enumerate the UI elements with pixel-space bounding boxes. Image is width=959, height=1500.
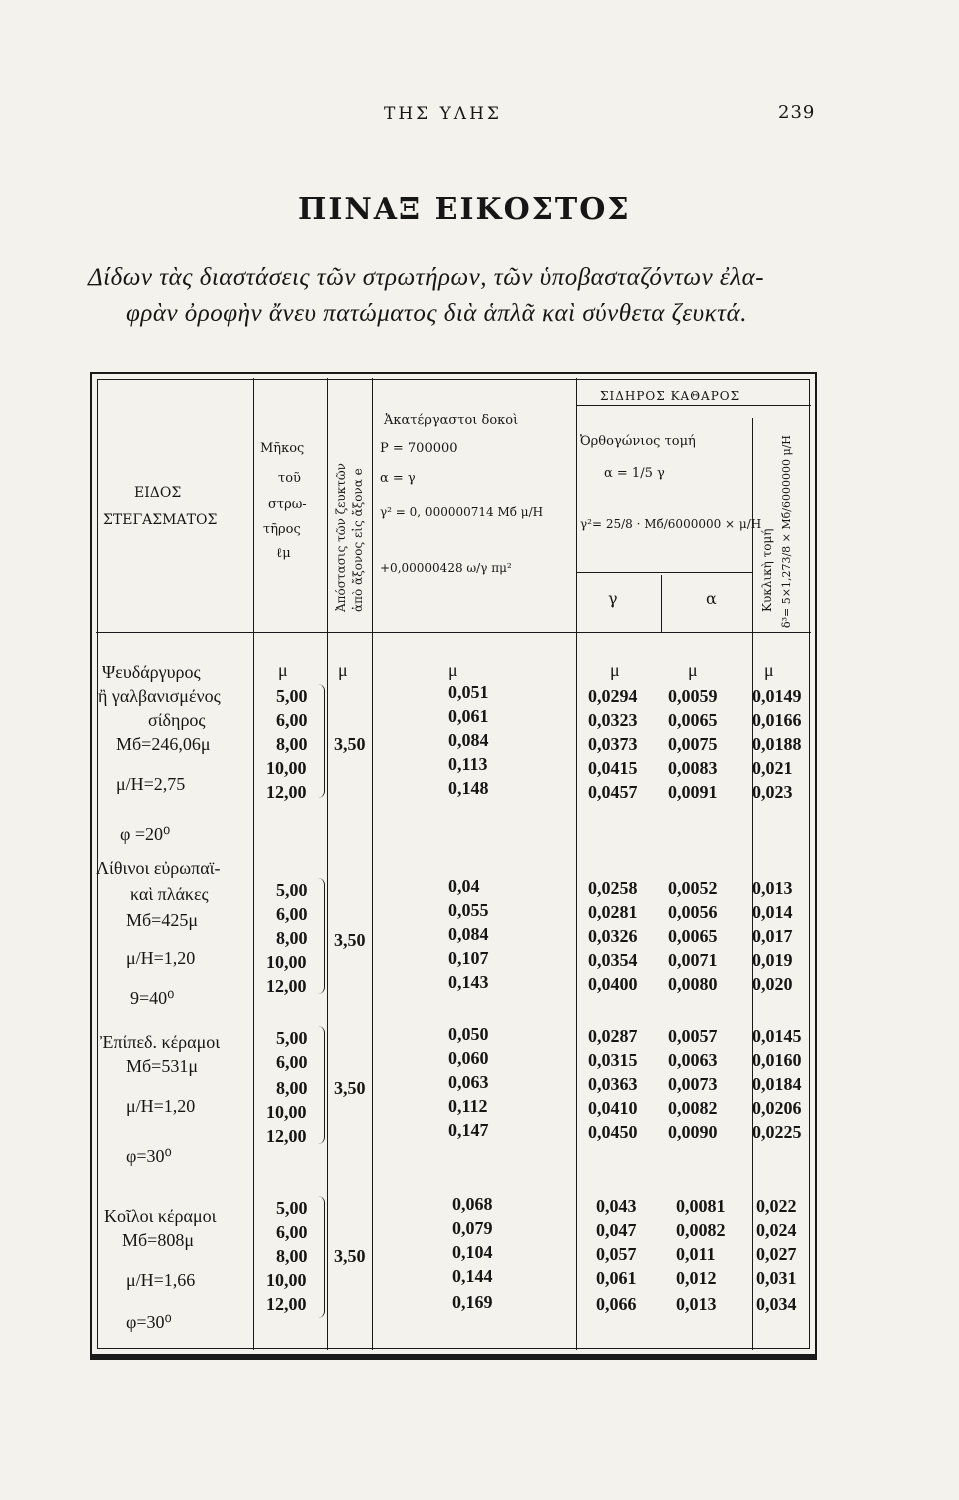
iron-a-value: 0,013 bbox=[676, 1294, 717, 1314]
round-value: 0,0184 bbox=[752, 1074, 802, 1094]
length-value: 8,00 bbox=[276, 1246, 308, 1266]
group-label-line: φ =20⁰ bbox=[120, 824, 171, 844]
group-label-line: 9=40⁰ bbox=[130, 988, 175, 1008]
iron-g-value: 0,0363 bbox=[588, 1074, 638, 1094]
unit-distance: μ bbox=[338, 660, 348, 680]
iron-a-value: 0,0082 bbox=[668, 1098, 718, 1118]
brace bbox=[318, 1026, 325, 1144]
round-value: 0,0149 bbox=[752, 686, 802, 706]
iron-g-value: 0,0373 bbox=[588, 734, 638, 754]
round-value: 0,031 bbox=[756, 1268, 797, 1288]
header-distance-2: ἀπὸ ἄξονος εἰς ἄξονα e bbox=[351, 468, 365, 612]
length-value: 5,00 bbox=[276, 1028, 308, 1048]
iron-title-rule bbox=[576, 405, 811, 406]
iron-a-value: 0,0082 bbox=[676, 1220, 726, 1240]
round-value: 0,027 bbox=[756, 1244, 797, 1264]
iron-g-value: 0,0450 bbox=[588, 1122, 638, 1142]
wood-value: 0,144 bbox=[452, 1266, 493, 1286]
wood-value: 0,084 bbox=[448, 730, 489, 750]
wood-value: 0,147 bbox=[448, 1120, 489, 1140]
round-value: 0,022 bbox=[756, 1196, 797, 1216]
length-value: 8,00 bbox=[276, 734, 308, 754]
iron-a-value: 0,0073 bbox=[668, 1074, 718, 1094]
length-value: 12,00 bbox=[266, 976, 307, 996]
round-value: 0,019 bbox=[752, 950, 793, 970]
header-iron-circle: Κυκλικὴ τομή bbox=[760, 528, 774, 612]
round-value: 0,0188 bbox=[752, 734, 802, 754]
header-distance-1: Ἀπόστασις τῶν ζευκτῶν bbox=[334, 463, 348, 612]
round-value: 0,021 bbox=[752, 758, 793, 778]
header-wood-p: P = 700000 bbox=[380, 441, 458, 456]
group-label-line: Mб=531μ bbox=[126, 1056, 198, 1076]
length-value: 6,00 bbox=[276, 710, 308, 730]
iron-a-value: 0,012 bbox=[676, 1268, 717, 1288]
round-value: 0,034 bbox=[756, 1294, 797, 1314]
iron-a-value: 0,0063 bbox=[668, 1050, 718, 1070]
wood-value: 0,104 bbox=[452, 1242, 493, 1262]
caption-line-1: Δίδων τὰς διαστάσεις τῶν στρωτήρων, τῶν ὑποβασταζόντων ἐλα- bbox=[88, 264, 765, 291]
iron-g-value: 0,0258 bbox=[588, 878, 638, 898]
brace bbox=[318, 1196, 325, 1318]
iron-a-value: 0,0081 bbox=[676, 1196, 726, 1216]
round-value: 0,020 bbox=[752, 974, 793, 994]
length-value: 12,00 bbox=[266, 782, 307, 802]
header-rule bbox=[96, 632, 811, 633]
header-iron-circle-formula: δ³= 5×1,273/8 × Mб/6000000 μ/H bbox=[780, 435, 793, 628]
group-label-line: Mб=425μ bbox=[126, 910, 198, 930]
iron-g-value: 0,0323 bbox=[588, 710, 638, 730]
header-iron-title: ΣΙΔΗΡΟΣ ΚΑΘΑΡΟΣ bbox=[600, 389, 741, 403]
iron-g-value: 0,0294 bbox=[588, 686, 638, 706]
header-wood-g2b: +0,00000428 ω/γ πμ² bbox=[380, 561, 512, 575]
round-value: 0,024 bbox=[756, 1220, 797, 1240]
iron-g-value: 0,0415 bbox=[588, 758, 638, 778]
header-length-3: στρω- bbox=[268, 497, 307, 512]
iron-g-value: 0,0457 bbox=[588, 782, 638, 802]
iron-g-value: 0,043 bbox=[596, 1196, 637, 1216]
wood-value: 0,068 bbox=[452, 1194, 493, 1214]
wood-value: 0,143 bbox=[448, 972, 489, 992]
length-value: 8,00 bbox=[276, 1078, 308, 1098]
header-wood-g2: γ² = 0, 000000714 Mб μ/H bbox=[380, 505, 544, 519]
unit-wood: μ bbox=[448, 660, 458, 680]
iron-a-value: 0,0059 bbox=[668, 686, 718, 706]
group-label-line: καὶ πλάκες bbox=[130, 884, 209, 904]
distance-value: 3,50 bbox=[334, 930, 366, 950]
distance-value: 3,50 bbox=[334, 1246, 366, 1266]
header-wood-a: α = γ bbox=[380, 471, 416, 486]
iron-a-value: 0,0083 bbox=[668, 758, 718, 778]
group-label-line: ἢ γαλβανισμένος bbox=[98, 686, 221, 706]
length-value: 10,00 bbox=[266, 758, 307, 778]
round-value: 0,013 bbox=[752, 878, 793, 898]
round-value: 0,014 bbox=[752, 902, 793, 922]
distance-value: 3,50 bbox=[334, 734, 366, 754]
round-value: 0,0145 bbox=[752, 1026, 802, 1046]
header-length-2: τοῦ bbox=[278, 471, 301, 486]
header-iron-a: α = 1/5 γ bbox=[604, 466, 665, 481]
iron-g-value: 0,047 bbox=[596, 1220, 637, 1240]
length-value: 12,00 bbox=[266, 1126, 307, 1146]
header-col-a: α bbox=[706, 589, 717, 608]
iron-a-value: 0,0091 bbox=[668, 782, 718, 802]
length-value: 6,00 bbox=[276, 1222, 308, 1242]
iron-g-value: 0,0400 bbox=[588, 974, 638, 994]
group-label-line: Ἐπίπεδ. κέραμοι bbox=[100, 1032, 221, 1052]
group-label-line: φ=30⁰ bbox=[126, 1312, 172, 1332]
wood-value: 0,169 bbox=[452, 1292, 493, 1312]
table-bottom-rule bbox=[90, 1355, 817, 1360]
iron-g-value: 0,0281 bbox=[588, 902, 638, 922]
wood-value: 0,148 bbox=[448, 778, 489, 798]
header-wood-title: Ἀκατέργαστοι δοκοὶ bbox=[384, 413, 519, 428]
iron-a-value: 0,0065 bbox=[668, 926, 718, 946]
iron-g-value: 0,0410 bbox=[588, 1098, 638, 1118]
iron-sub-rule bbox=[576, 572, 752, 573]
col-sep-2 bbox=[327, 378, 328, 1350]
length-value: 5,00 bbox=[276, 880, 308, 900]
header-col-g: γ bbox=[608, 589, 618, 608]
wood-value: 0,061 bbox=[448, 706, 489, 726]
iron-a-value: 0,0080 bbox=[668, 974, 718, 994]
wood-value: 0,079 bbox=[452, 1218, 493, 1238]
brace bbox=[318, 684, 325, 798]
header-kind-1: ΕΙΔΟΣ bbox=[134, 485, 182, 501]
length-value: 10,00 bbox=[266, 1270, 307, 1290]
length-value: 5,00 bbox=[276, 1198, 308, 1218]
col-sep-ga bbox=[661, 575, 662, 633]
col-sep-1 bbox=[253, 378, 254, 1350]
col-sep-4 bbox=[576, 378, 577, 1350]
group-label-line: Mб=808μ bbox=[122, 1230, 194, 1250]
iron-a-value: 0,0056 bbox=[668, 902, 718, 922]
header-length-5: ℓμ bbox=[276, 546, 291, 561]
group-label-line: μ/H=1,20 bbox=[126, 948, 196, 968]
unit-round: μ bbox=[764, 660, 774, 680]
length-value: 10,00 bbox=[266, 952, 307, 972]
iron-g-value: 0,0354 bbox=[588, 950, 638, 970]
caption-line-2: φρὰν ὀροφὴν ἄνευ πατώματος διὰ ἁπλᾶ καὶ σύνθετα ζευκτά. bbox=[126, 300, 747, 327]
wood-value: 0,084 bbox=[448, 924, 489, 944]
wood-value: 0,051 bbox=[448, 682, 489, 702]
header-length-1: Μῆκος bbox=[260, 441, 305, 456]
running-head: ΤΗΣ ΥΛΗΣ bbox=[384, 104, 502, 124]
brace bbox=[318, 878, 325, 994]
header-length-4: τῆρος bbox=[263, 522, 301, 537]
iron-a-value: 0,0075 bbox=[668, 734, 718, 754]
group-label-line: μ/H=2,75 bbox=[116, 774, 186, 794]
wood-value: 0,107 bbox=[448, 948, 489, 968]
round-value: 0,017 bbox=[752, 926, 793, 946]
page-number: 239 bbox=[778, 102, 816, 123]
wood-value: 0,060 bbox=[448, 1048, 489, 1068]
iron-a-value: 0,011 bbox=[676, 1244, 716, 1264]
header-iron-rect: Ὀρθογώνιος τομή bbox=[580, 434, 696, 449]
iron-a-value: 0,0052 bbox=[668, 878, 718, 898]
group-label-line: Mб=246,06μ bbox=[116, 734, 211, 754]
round-value: 0,0225 bbox=[752, 1122, 802, 1142]
wood-value: 0,055 bbox=[448, 900, 489, 920]
length-value: 5,00 bbox=[276, 686, 308, 706]
iron-g-value: 0,0287 bbox=[588, 1026, 638, 1046]
round-value: 0,0166 bbox=[752, 710, 802, 730]
iron-a-value: 0,0057 bbox=[668, 1026, 718, 1046]
unit-iron-g: μ bbox=[610, 660, 620, 680]
wood-value: 0,063 bbox=[448, 1072, 489, 1092]
group-label-line: Ψευδάργυρος bbox=[102, 662, 201, 682]
header-iron-g2: γ²= 25/8 · Mб/6000000 × μ/H bbox=[580, 517, 762, 531]
distance-value: 3,50 bbox=[334, 1078, 366, 1098]
col-sep-3 bbox=[372, 378, 373, 1350]
group-label-line: μ/H=1,66 bbox=[126, 1270, 196, 1290]
iron-a-value: 0,0065 bbox=[668, 710, 718, 730]
length-value: 8,00 bbox=[276, 928, 308, 948]
iron-g-value: 0,057 bbox=[596, 1244, 637, 1264]
group-label-line: Λίθινοι εὐρωπαϊ- bbox=[96, 858, 221, 878]
wood-value: 0,04 bbox=[448, 876, 480, 896]
round-value: 0,0206 bbox=[752, 1098, 802, 1118]
header-kind-2: ΣΤΕΓΑΣΜΑΤΟΣ bbox=[103, 512, 218, 528]
wood-value: 0,050 bbox=[448, 1024, 489, 1044]
unit-length: μ bbox=[278, 660, 288, 680]
length-value: 6,00 bbox=[276, 904, 308, 924]
unit-iron-a: μ bbox=[688, 660, 698, 680]
length-value: 6,00 bbox=[276, 1052, 308, 1072]
table-title: ΠΙΝΑΞ ΕΙΚΟΣΤΟΣ bbox=[298, 192, 631, 227]
iron-g-value: 0,0326 bbox=[588, 926, 638, 946]
group-label-line: σίδηρος bbox=[148, 710, 206, 730]
iron-g-value: 0,066 bbox=[596, 1294, 637, 1314]
wood-value: 0,112 bbox=[448, 1096, 488, 1116]
iron-g-value: 0,0315 bbox=[588, 1050, 638, 1070]
iron-a-value: 0,0071 bbox=[668, 950, 718, 970]
round-value: 0,0160 bbox=[752, 1050, 802, 1070]
iron-a-value: 0,0090 bbox=[668, 1122, 718, 1142]
round-value: 0,023 bbox=[752, 782, 793, 802]
group-label-line: Κοῖλοι κέραμοι bbox=[104, 1206, 217, 1226]
length-value: 10,00 bbox=[266, 1102, 307, 1122]
wood-value: 0,113 bbox=[448, 754, 488, 774]
iron-g-value: 0,061 bbox=[596, 1268, 637, 1288]
group-label-line: φ=30⁰ bbox=[126, 1146, 172, 1166]
group-label-line: μ/H=1,20 bbox=[126, 1096, 196, 1116]
length-value: 12,00 bbox=[266, 1294, 307, 1314]
